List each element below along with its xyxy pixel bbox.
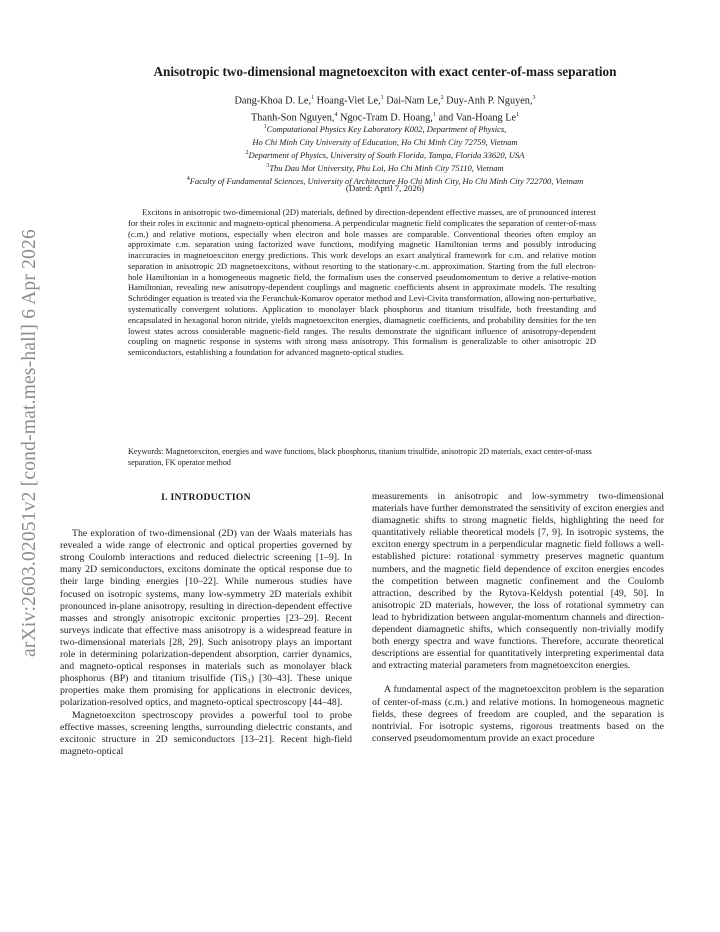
affiliation-text: Thu Dau Mot University, Phu Loi, Ho Chi Minh City 75110, Vietnam [269,162,504,173]
section-heading-introduction: I. INTRODUCTION [161,492,251,503]
affiliation-line [60,122,710,135]
author-name: Dai-Nam Le, [383,95,441,107]
affiliation-marker: 1 [263,124,267,130]
left-column [60,491,352,758]
author-line-1 [60,91,710,108]
author-affiliation-marker: 1 [516,112,520,119]
arxiv-identifier-stamp [16,208,44,678]
affiliation-line [60,148,710,161]
body-paragraph: A fundamental aspect of the magnetoexciton problem is the separation of center-of-mass (c.m.) and relative motions. In homogeneous magnetic fields, these degrees of freedom are coupled, and the separation is nontrivial. For isotropic systems, rigorous treatments based on the conserved pseudomomentum provide an exact procedure [372,684,664,744]
body-paragraph: Magnetoexciton spectroscopy provides a powerful tool to probe effective masses, screening lengths, surrounding dielectric constants, and excitonic structure in 2D semiconductors [13–21]. Recent high-field magneto-optical [60,709,352,757]
abstract: Excitons in anisotropic two-dimensional (2D) materials, defined by direction-dependent effective masses, are of pronounced interest for their roles in excitonic and magneto-optical phenomena. A perpendicular magnetic field complicates the separation of center-of-mass (c.m.) and relative motions, especially when electron and hole masses are comparable. Conventional theories often employ an approximate c.m. separation using factorized wave functions, modifying magnetic Hamiltonian terms and possibly introducing inaccuracies in magnetoexciton energy predictions. This work develops an exact analytical framework for c.m. and relative motion separation in anisotropic 2D magnetoexcitons, without resorting to the stationary-c.m. approximation. Starting from the full electron-hole Hamiltonian in a homogeneous magnetic field, the formalism uses the conserved pseudomomentum to derive a relative-motion Hamiltonian, revealing new anisotropy-dependent couplings and magnetic coefficients absent in approximate models. The resulting Schrödinger equation is treated via the Feranchuk-Komarov operator method and Levi-Civita transformation, allowing non-perturbative, systematically convergent solutions. Application to monolayer black phosphorus and titanium trisulfide, both freestanding and encapsulated in hexagonal boron nitride, yields magnetoexciton energies, diamagnetic coefficients, and probability densities for the ten lowest states across considerable magnetic-field ranges. The results demonstrate the significant influence of anisotropy-dependent coupling on magnetic response in systems with strong mass anisotropy. This formalism is generalizable to other anisotropic 2D semiconductors, establishing a foundation for advanced magneto-optical studies. [128,207,596,358]
author-affiliation-marker: 3 [532,95,536,101]
arxiv-identifier-text: arXiv:2603.02051v2 [cond-mat.mes-hall] 6 Apr 2026 [19,229,40,657]
affiliation-marker: 2 [245,150,249,157]
author-affiliation-marker: 2 [440,95,444,101]
author-name: Ngoc-Tram D. Hoang, [337,112,433,124]
affiliation-text: Ho Chi Minh City University of Education, Ho Chi Minh City 72759, Vietnam [252,136,518,147]
date-line: (Dated: April 7, 2026) [345,183,425,193]
author-affiliation-marker: 1 [432,112,436,119]
author-name: Duy-Anh P. Nguyen, [443,95,533,107]
keywords: Keywords: Magnetoexciton, energies and wave functions, black phosphorus, titanium trisulfide, anisotropic 2D materials, exact center-of-mass separation, FK operator method [128,447,592,467]
paragraph-gap [372,672,664,684]
body-paragraph: The exploration of two-dimensional (2D) van der Waals materials has revealed a wide range of electronic and optical properties governed by strong Coulomb interactions and reduced dielectric screening [1–9]. In many 2D semiconductors, excitons dominate the optical response due to their large binding energies [10–22]. While numerous studies have focused on isotropic systems, many low-symmetry 2D materials exhibit pronounced in-plane anisotropy, resulting in direction-dependent effective masses and strongly anisotropic excitonic properties [23–29]. Recent surveys indicate that effective mass anisotropy is a widespread feature in two-dimensional materials [28, 29]. Such anisotropy plays an important role in determining polarization-dependent absorption, carrier dynamics, and magneto-optical responses in materials such as monolayer black phosphorus (BP) and titanium trisulfide (TiS₃) [30–43]. These unique properties make them promising for applications in electronic devices, polarization-resolved optics, and magneto-optical spectroscopy [44–48]. [60,528,352,709]
affiliation-list [60,122,710,187]
author-name: and Van-Hoang Le [435,112,517,124]
author-name: Hoang-Viet Le, [314,95,381,107]
right-column [372,491,664,745]
body-paragraph: measurements in anisotropic and low-symmetry two-dimensional materials have further demonstrated the sensitivity of exciton energies and diamagnetic shifts to strong magnetic fields, highlighting the need for quantitatively reliable theoretical models [7, 9]. In isotropic systems, the exciton energy spectrum in a perpendicular magnetic field follows a well-established picture: rotational symmetry preserves magnetic quantum numbers, and the magnetic field dependence of exciton energies encodes the competition between magnetic confinement and the Coulomb attraction, described by the Rytova-Keldysh potential [49, 50]. In anisotropic 2D materials, however, the loss of rotational symmetry can lead to hybridization between angular-momentum channels and direction-dependent diamagnetic shifts, which consequently non-trivially modify both energy spectra and wave functions. Therefore, accurate theoretical descriptions are essential for quantitatively interpreting experimental data and extracting material parameters from magnetoexciton energies. [372,491,664,672]
affiliation-line [60,161,710,174]
author-name: Thanh-Son Nguyen, [250,112,335,124]
affiliation-text: Faculty of Fundamental Sciences, University of Architecture Ho Chi Minh City, Ho Chi Minh City 722700, Vietnam [189,175,584,186]
affiliation-text: Computational Physics Key Laboratory K002, Department of Physics, [266,123,507,134]
paper-title: Anisotropic two-dimensional magnetoexciton with exact center-of-mass separation [153,64,617,79]
affiliation-line [60,135,710,148]
affiliation-marker: 3 [266,163,270,170]
author-name: Dang-Khoa D. Le, [234,95,312,107]
author-list [60,91,710,126]
author-affiliation-marker: 1 [380,95,384,101]
author-affiliation-marker: 4 [334,112,338,119]
affiliation-marker: 4 [186,176,190,183]
author-affiliation-marker: 1 [311,95,315,101]
affiliation-text: Department of Physics, University of South Florida, Tampa, Florida 33620, USA [248,149,525,160]
